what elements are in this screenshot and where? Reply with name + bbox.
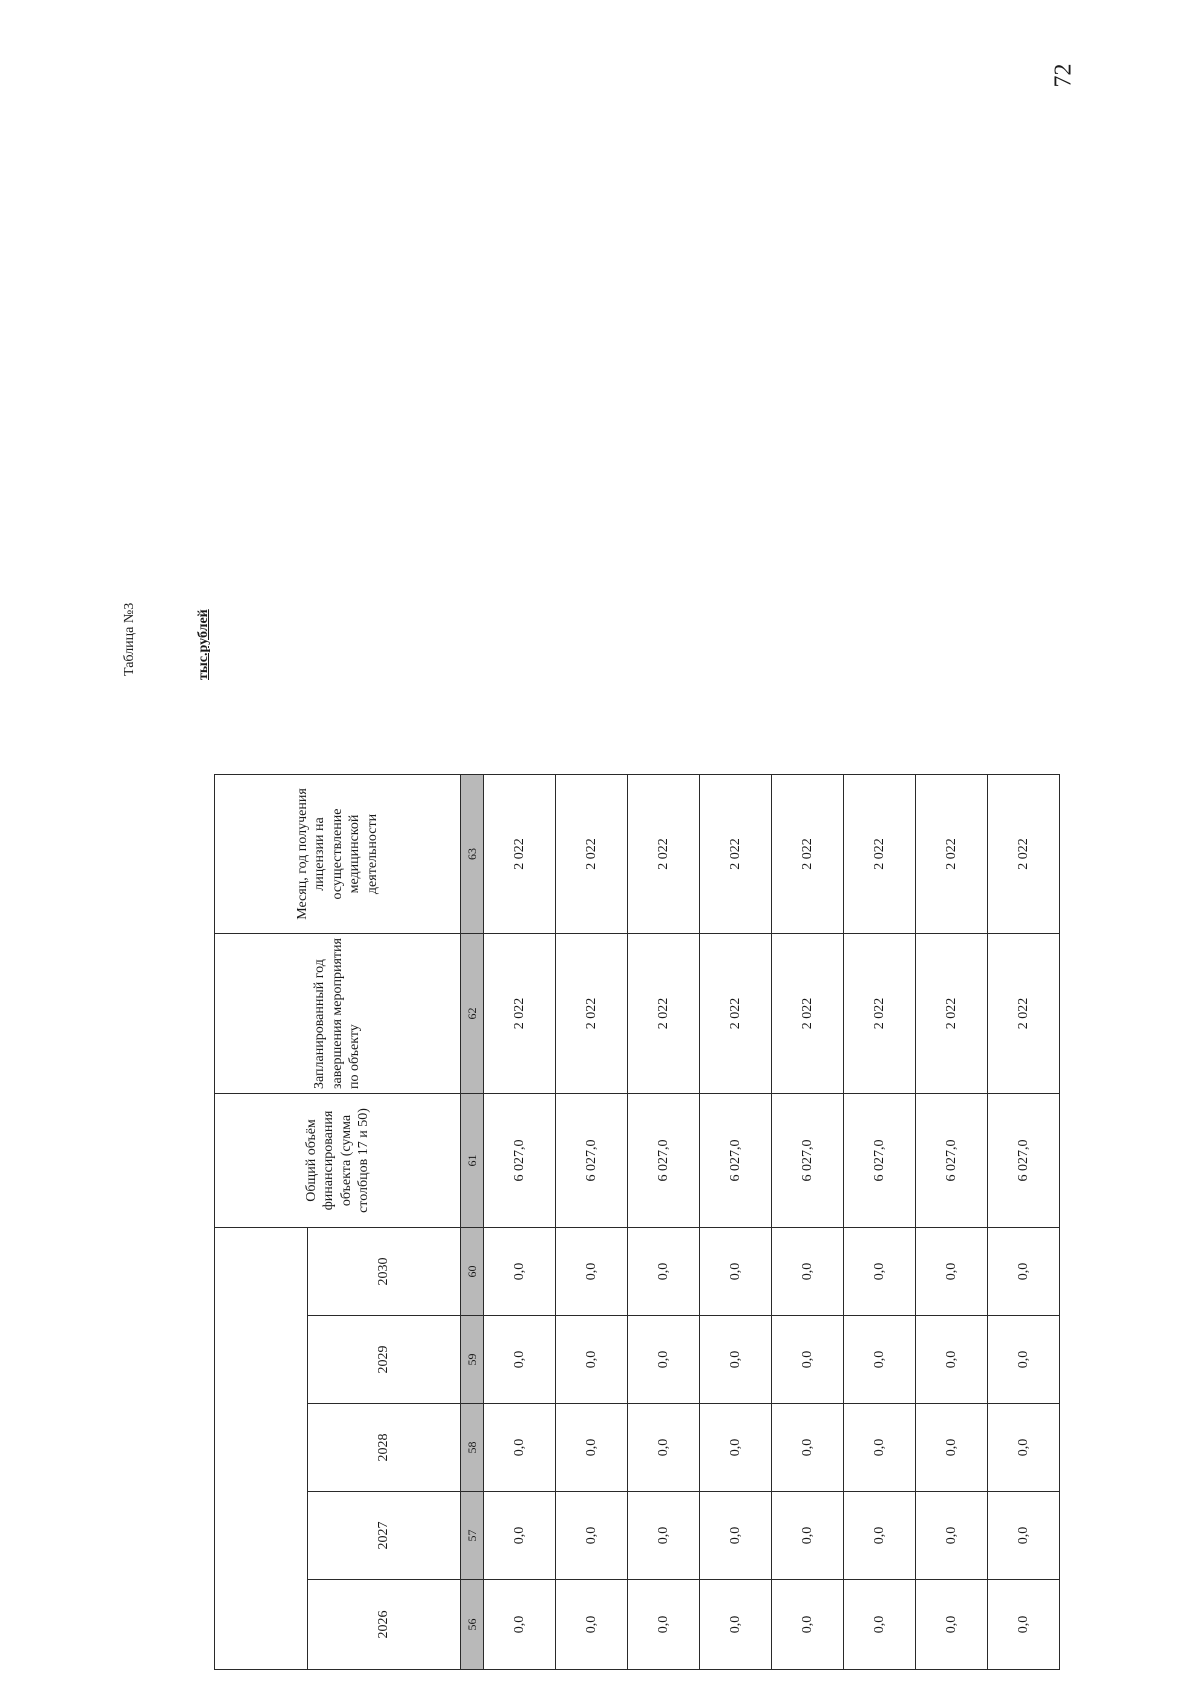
table-cell: 2 022	[700, 775, 772, 934]
table-cell: 0,0	[556, 1228, 628, 1316]
table-cell: 0,0	[844, 1316, 916, 1404]
column-number: 59	[461, 1316, 484, 1404]
table-cell: 0,0	[844, 1580, 916, 1670]
column-number-row	[461, 775, 484, 1670]
table-cell: 0,0	[916, 1404, 988, 1492]
table-row	[628, 775, 700, 1670]
table-cell: 0,0	[772, 1580, 844, 1670]
table-cell: 0,0	[700, 1316, 772, 1404]
table-row	[556, 775, 628, 1670]
column-number: 57	[461, 1492, 484, 1580]
table-row	[484, 775, 556, 1670]
table-cell: 0,0	[988, 1228, 1060, 1316]
header-year: 2030	[308, 1228, 461, 1316]
year-group-header	[215, 1228, 308, 1670]
table-cell: 2 022	[484, 775, 556, 934]
table-cell: 0,0	[988, 1316, 1060, 1404]
table-cell: 6 027,0	[700, 1094, 772, 1228]
table-cell: 0,0	[628, 1228, 700, 1316]
column-number: 60	[461, 1228, 484, 1316]
table-row	[988, 775, 1060, 1670]
table-cell: 0,0	[844, 1492, 916, 1580]
table-cell: 2 022	[772, 934, 844, 1094]
table-row	[772, 775, 844, 1670]
table-cell: 0,0	[700, 1492, 772, 1580]
page-number: 72	[1050, 63, 1077, 88]
table-cell: 2 022	[628, 775, 700, 934]
header-year: 2026	[308, 1580, 461, 1670]
table-cell: 2 022	[628, 934, 700, 1094]
table-row	[916, 775, 988, 1670]
table-cell: 0,0	[700, 1228, 772, 1316]
table-cell: 0,0	[556, 1492, 628, 1580]
table-cell: 2 022	[556, 934, 628, 1094]
table-cell: 0,0	[916, 1228, 988, 1316]
table-cell: 0,0	[700, 1580, 772, 1670]
table-cell: 0,0	[916, 1316, 988, 1404]
table-cell: 6 027,0	[772, 1094, 844, 1228]
header-planned-year: Запланированный год завершения мероприятия по объекту	[215, 934, 461, 1094]
table-cell: 6 027,0	[916, 1094, 988, 1228]
column-number: 62	[461, 934, 484, 1094]
financing-table	[214, 774, 1060, 1670]
rotated-table-page	[100, 500, 1100, 1700]
table-cell: 6 027,0	[484, 1094, 556, 1228]
column-number: 58	[461, 1404, 484, 1492]
table-cell: 0,0	[484, 1580, 556, 1670]
table-cell: 0,0	[556, 1404, 628, 1492]
table-cell: 2 022	[772, 775, 844, 934]
column-number: 56	[461, 1580, 484, 1670]
table-cell: 6 027,0	[628, 1094, 700, 1228]
table-cell: 0,0	[772, 1404, 844, 1492]
table-cell: 0,0	[916, 1492, 988, 1580]
table-cell: 0,0	[772, 1492, 844, 1580]
table-cell: 2 022	[700, 934, 772, 1094]
table-cell: 6 027,0	[988, 1094, 1060, 1228]
table-cell: 0,0	[844, 1228, 916, 1316]
column-number: 63	[461, 775, 484, 934]
table-cell: 0,0	[988, 1492, 1060, 1580]
header-year: 2029	[308, 1316, 461, 1404]
table-cell: 2 022	[484, 934, 556, 1094]
header-year: 2028	[308, 1404, 461, 1492]
table-cell: 2 022	[988, 934, 1060, 1094]
table-cell: 0,0	[484, 1404, 556, 1492]
table-caption: Таблица №3	[122, 602, 137, 676]
table-cell: 2 022	[556, 775, 628, 934]
header-total-financing: Общий объём финансирования объекта (сумма столбцов 17 и 50)	[215, 1094, 461, 1228]
table-cell: 0,0	[484, 1228, 556, 1316]
table-cell: 2 022	[916, 775, 988, 934]
table-row	[844, 775, 916, 1670]
table-cell: 2 022	[844, 934, 916, 1094]
table-cell: 0,0	[556, 1316, 628, 1404]
table-cell: 0,0	[628, 1580, 700, 1670]
header-year: 2027	[308, 1492, 461, 1580]
header-license-date: Месяц, год получения лицензии на осуществление медицинской деятельности	[215, 775, 461, 934]
table-cell: 0,0	[628, 1316, 700, 1404]
table-cell: 0,0	[916, 1580, 988, 1670]
table-cell: 0,0	[556, 1580, 628, 1670]
table-cell: 0,0	[628, 1404, 700, 1492]
table-cell: 0,0	[844, 1404, 916, 1492]
table-cell: 6 027,0	[844, 1094, 916, 1228]
table-cell: 0,0	[628, 1492, 700, 1580]
column-number: 61	[461, 1094, 484, 1228]
table-cell: 2 022	[916, 934, 988, 1094]
table-cell: 0,0	[700, 1404, 772, 1492]
table-row	[700, 775, 772, 1670]
table-cell: 2 022	[844, 775, 916, 934]
units-label: тыс.рублей	[196, 609, 211, 680]
table-cell: 0,0	[772, 1316, 844, 1404]
table-cell: 0,0	[988, 1404, 1060, 1492]
table-cell: 0,0	[772, 1228, 844, 1316]
table-cell: 6 027,0	[556, 1094, 628, 1228]
table-cell: 2 022	[988, 775, 1060, 934]
table-cell: 0,0	[484, 1316, 556, 1404]
table-cell: 0,0	[484, 1492, 556, 1580]
table-cell: 0,0	[988, 1580, 1060, 1670]
